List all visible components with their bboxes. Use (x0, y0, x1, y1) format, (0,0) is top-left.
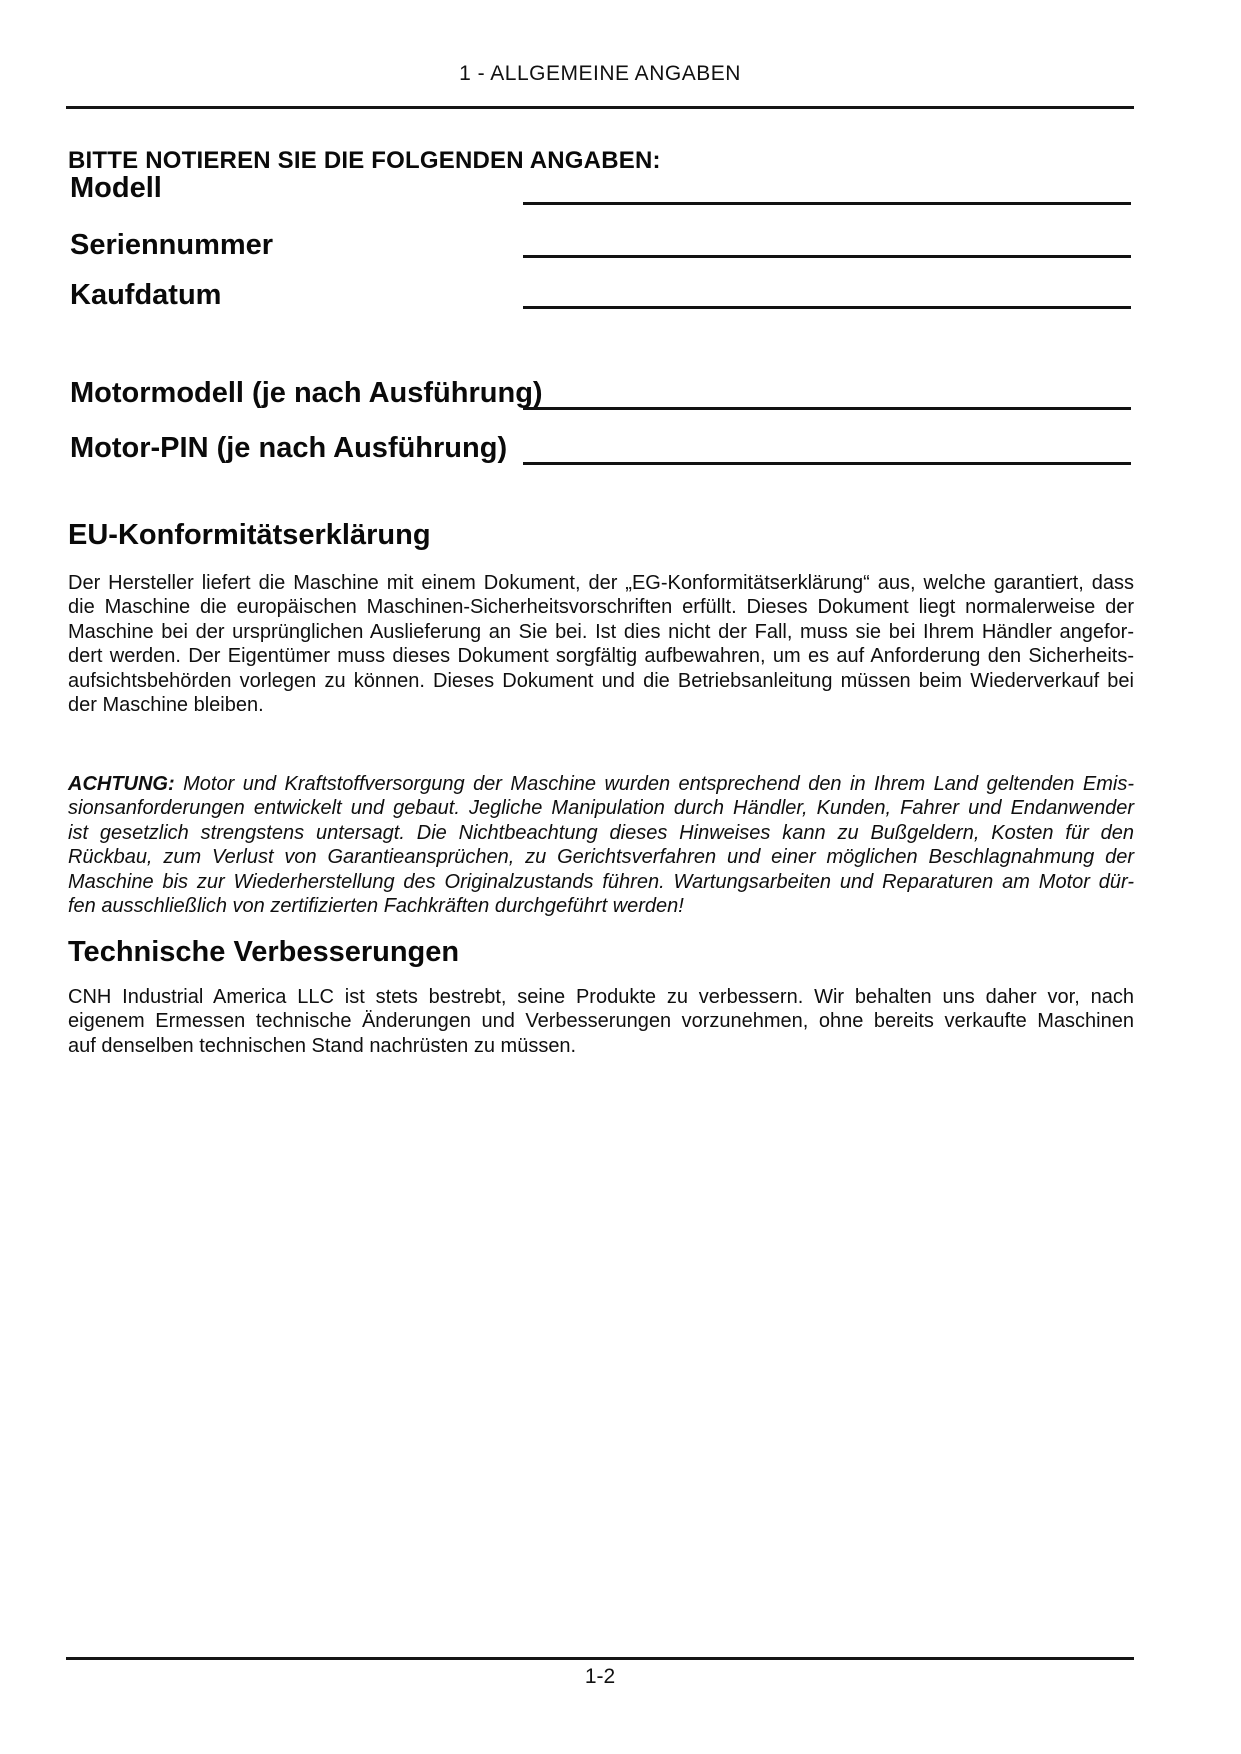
footer-rule (66, 1657, 1134, 1660)
paragraph-line: eigenem Ermessen technische Änderungen und Verbesserungen vorzunehmen, ohne bereits verkaufte Maschinen (68, 1010, 1134, 1033)
section-heading-eu-declaration: EU-Konformitätserklärung (68, 519, 431, 551)
notice-lines (68, 796, 1134, 918)
field-underline-motormodell (523, 407, 1131, 410)
field-label-motormodell: Motormodell (je nach Ausführung) (70, 377, 543, 409)
paragraph-line: aufsichtsbehörden vorlegen zu können. Dieses Dokument und die Betriebsanleitung müssen beim Wiederverkauf bei (68, 669, 1134, 692)
paragraph-line: die Maschine die europäischen Maschinen-Sicherheitsvorschriften erfüllt. Dieses Dokument liegt normalerweise der (68, 596, 1134, 619)
paragraph-line: Maschine bis zur Wiederherstellung des Originalzustands führen. Wartungsarbeiten und Reparaturen am Motor dür- (68, 870, 1134, 893)
field-underline-seriennummer (523, 255, 1131, 258)
field-label-kaufdatum: Kaufdatum (70, 279, 222, 311)
field-underline-motor-pin (523, 462, 1131, 465)
paragraph-line: Maschine bei der ursprünglichen Auslieferung an Sie bei. Ist dies nicht der Fall, muss sie bei Ihrem Händler angefor- (68, 620, 1134, 643)
chapter-title: 1 - ALLGEMEINE ANGABEN (459, 62, 741, 85)
paragraph-line: dert werden. Der Eigentümer muss dieses Dokument sorgfältig aufbewahren, um es auf Anforderung den Sicherheits- (68, 645, 1134, 668)
page-number: 1-2 (584, 1665, 616, 1688)
emission-notice-paragraph (68, 772, 1134, 918)
field-label-seriennummer: Seriennummer (70, 229, 274, 261)
paragraph-line: auf denselben technischen Stand nachrüsten zu müssen. (68, 1034, 577, 1057)
paragraph-line: Rückbau, zum Verlust von Garantieansprüchen, zu Gerichtsverfahren und einer möglichen Beschlagnahmung der (68, 846, 1134, 869)
notice-label: ACHTUNG: (68, 773, 175, 795)
paragraph-line: sionsanforderungen entwickelt und gebaut. Jegliche Manipulation durch Händler, Kunden, Fahrer und Endanwender (68, 797, 1134, 820)
record-form-heading: BITTE NOTIEREN SIE DIE FOLGENDEN ANGABEN: (68, 147, 661, 174)
field-underline-kaufdatum (523, 306, 1131, 309)
paragraph-line: CNH Industrial America LLC ist stets bestrebt, seine Produkte zu verbessern. Wir behalten uns daher vor, nach (68, 986, 1134, 1008)
paragraph-line: fen ausschließlich von zertifizierten Fachkräften durchgeführt werden! (68, 894, 684, 917)
header-rule (66, 106, 1134, 109)
paragraph-line: ist gesetzlich strengstens untersagt. Die Nichtbeachtung dieses Hinweises kann zu Bußgeldern, Kosten für den (68, 821, 1134, 844)
eu-declaration-paragraph (68, 571, 1134, 717)
paragraph-line: Der Hersteller liefert die Maschine mit einem Dokument, der „EG-Konformitätserklärung“ aus, welche garantiert, dass (68, 572, 1134, 594)
section-heading-technical-improvements: Technische Verbesserungen (68, 936, 460, 968)
paragraph-line (68, 772, 1134, 796)
notice-first-line: Motor und Kraftstoffversorgung der Maschine wurden entsprechend den in Ihrem Land geltenden Emis- (174, 773, 1134, 795)
field-label-modell: Modell (70, 172, 162, 204)
technical-improvements-paragraph (68, 985, 1134, 1058)
paragraph-line: der Maschine bleiben. (68, 693, 264, 716)
field-label-motor-pin: Motor-PIN (je nach Ausführung) (70, 432, 508, 464)
field-underline-modell (523, 202, 1131, 205)
